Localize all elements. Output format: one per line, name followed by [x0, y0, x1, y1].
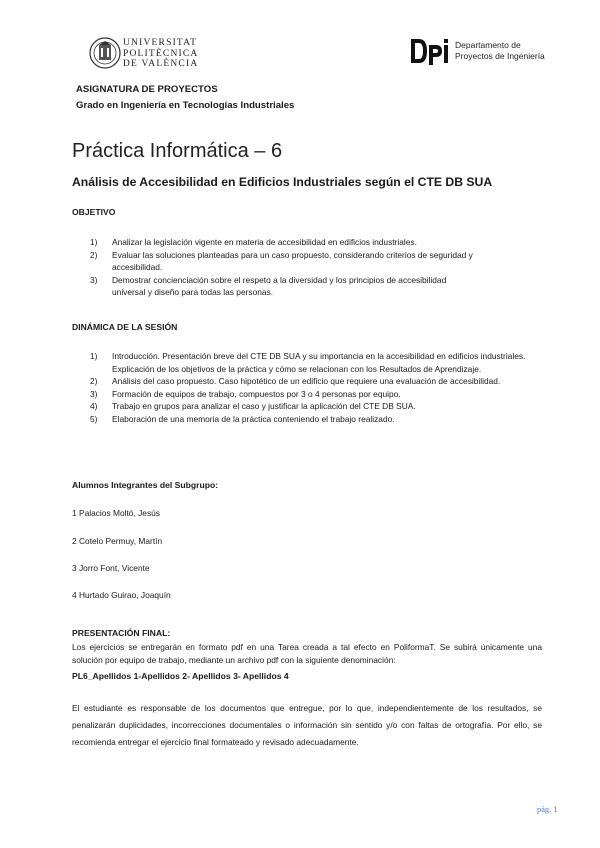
- presentation-paragraph: Los ejercicios se entregarán en formato pdf en una Tarea creada a tal efecto en PoliformaT. Se subirá únicamente una solución por equipo de trabajo, mediante un archivo pdf con la siguiente denominación:: [72, 642, 542, 665]
- list-text: Formación de equipos de trabajo, compuestos por 3 o 4 personas por equipo.: [112, 388, 401, 399]
- course-info: [76, 82, 294, 114]
- department-name: [455, 40, 545, 61]
- list-item: [90, 400, 542, 413]
- responsibility-paragraph: El estudiante es responsable de los documentos que entregue, por lo que, independientemente de los resultados, se penalizarán duplicidades, incorrecciones documentales o información sin sentido y/o con faltas de ortografía. Por ello, se recomienda entregar el ejercicio final formateado y revisado adecuadamente.: [72, 703, 542, 747]
- degree-name: Grado en Ingeniería en Tecnologías Industriales: [76, 100, 295, 111]
- department-name-line: Departamento de: [455, 40, 521, 50]
- university-name-line: UNIVERSITAT: [123, 38, 198, 48]
- group-member: 4 Hurtado Guirao, Joaquín: [72, 590, 171, 600]
- university-name: [123, 38, 198, 70]
- group-heading: Alumnos Integrantes del Subgrupo:: [72, 480, 219, 490]
- list-text: Introducción. Presentación breve del CTE DB SUA y su importancia en la accesibilidad en edificios industriales. Explicación de los objetivos de la práctica y cómo se relacionan con los Resultados de Aprendizaje.: [112, 351, 526, 374]
- list-item: [90, 236, 450, 249]
- list-item: [90, 274, 452, 299]
- page-number: pág. 1: [537, 805, 558, 814]
- group-member: 2 Cotelo Permuy, Martín: [72, 536, 163, 546]
- university-name-line: POLITÈCNICA: [123, 48, 199, 59]
- department-name-line: Proyectos de Ingeniería: [455, 50, 545, 61]
- university-name-line: DE VALÈNCIA: [123, 59, 199, 69]
- group-member: 1 Palacios Moltó, Jesús: [72, 508, 160, 518]
- list-text: Trabajo en grupos para analizar el caso y justificar la aplicación del CTE DB SUA.: [112, 401, 416, 411]
- subject-name: ASIGNATURA DE PROYECTOS: [76, 84, 218, 95]
- objective-heading: OBJETIVO: [72, 207, 116, 217]
- page-title: Práctica Informática – 6: [72, 140, 283, 162]
- department-logo: [410, 37, 450, 67]
- presentation-heading: PRESENTACIÓN FINAL:: [72, 628, 171, 638]
- list-text: Demostrar concienciación sobre el respeto a la diversidad y los principios de accesibilidad universal y diseño para todas las personas.: [112, 274, 447, 297]
- objective-list: [90, 236, 473, 299]
- list-item: [90, 388, 542, 401]
- list-text: Análisis del caso propuesto. Caso hipotético de un edificio que requiere una evaluación de accesibilidad.: [112, 376, 501, 386]
- list-number: 1): [90, 237, 98, 247]
- list-item: [90, 413, 542, 426]
- list-item: [90, 375, 542, 388]
- list-number: 4): [90, 401, 98, 411]
- list-item: [90, 350, 542, 375]
- list-text: Elaboración de una memoria de la práctica conteniendo el trabajo realizado.: [112, 413, 395, 424]
- group-member: 3 Jorro Font, Vicente: [72, 563, 150, 573]
- list-text: Analizar la legislación vigente en materia de accesibilidad en edificios industriales.: [112, 237, 417, 247]
- list-number: 5): [90, 413, 98, 424]
- page-subtitle: Análisis de Accesibilidad en Edificios Industriales según el CTE DB SUA: [72, 175, 493, 189]
- list-number: 2): [90, 376, 98, 386]
- session-heading: DINÁMICA DE LA SESIÓN: [72, 322, 178, 332]
- file-naming-format: PL6_Apellidos 1-Apellidos 2- Apellidos 3- Apellidos 4: [72, 671, 289, 681]
- list-number: 3): [90, 274, 98, 285]
- list-item: [90, 249, 482, 274]
- session-list: [90, 350, 542, 425]
- list-text: Evaluar las soluciones planteadas para un caso propuesto, considerando criterios de seguridad y accesibilidad.: [112, 249, 473, 272]
- list-number: 3): [90, 388, 98, 399]
- list-number: 2): [90, 249, 98, 260]
- list-number: 1): [90, 351, 98, 361]
